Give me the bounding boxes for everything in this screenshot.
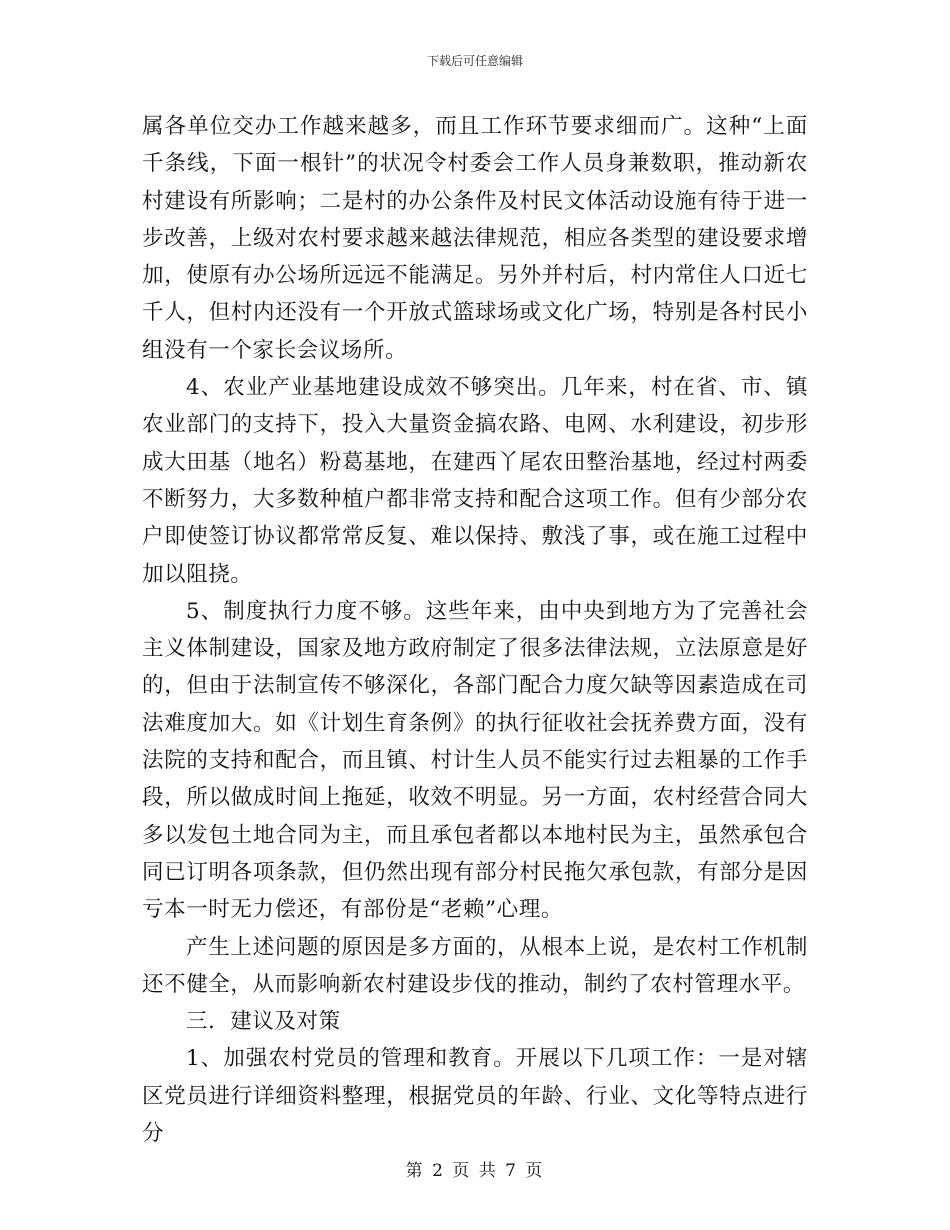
paragraph-cause-summary: 产生上述问题的原因是多方面的，从根本上说，是农村工作机制还不健全，从而影响新农村建设步伐的推动，制约了农村管理水平。 (142, 934, 808, 997)
page-header: 下载后可任意编辑 (426, 54, 523, 68)
paragraph-party-management: 1、加强农村党员的管理和教育。开展以下几项工作：一是对辖区党员进行详细资料整理，根据党员的年龄、行业、文化等特点进行分 (142, 1046, 808, 1147)
section-heading-suggestions: 三．建议及对策 (186, 1009, 341, 1035)
paragraph-agriculture-base: 4、农业产业基地建设成效不够突出。几年来，村在省、市、镇农业部门的支持下，投入大量资金搞农路、电网、水利建设，初步形成大田基（地名）粉葛基地，在建西丫尾农田整治基地，经过村两委不断努力，大多数种植户都非常支持和配合这项工作。但有少部分农户即使签订协议都常常反复、难以保持、敷浅了事，或在施工过程中加以阻挠。 (142, 375, 808, 587)
paragraph-system-enforcement: 5、制度执行力度不够。这些年来，由中央到地方为了完善社会主义体制建设，国家及地方政府制定了很多法律法规，立法原意是好的，但由于法制宣传不够深化，各部门配合力度欠缺等因素造成在司法难度加大。如《计划生育条例》的执行征收社会抚养费方面，没有法院的支持和配合，而且镇、村计生人员不能实行过去粗暴的工作手段，所以做成时间上拖延，收效不明显。另一方面，农村经营合同大多以发包土地合同为主，而且承包者都以本地村民为主，虽然承包合同已订明各项条款，但仍然出现有部分村民拖欠承包款，有部分是因亏本一时无力偿还，有部份是“老赖”心理。 (142, 598, 808, 923)
paragraph-continued: 属各单位交办工作越来越多，而且工作环节要求细而广。这种“上面千条线，下面一根针”的状况令村委会工作人员身兼数职，推动新农村建设有所影响；二是村的办公条件及村民文体活动设施有待于进一步改善，上级对农村要求越来越法律规范，相应各类型的建设要求增加，使原有办公场所远远不能满足。另外并村后，村内常住人口近七千人，但村内还没有一个开放式篮球场或文化广场，特别是各村民小组没有一个家长会议场所。 (142, 114, 808, 363)
page-number-footer: 第 2 页 共 7 页 (405, 1161, 545, 1181)
document-body (142, 108, 808, 1152)
